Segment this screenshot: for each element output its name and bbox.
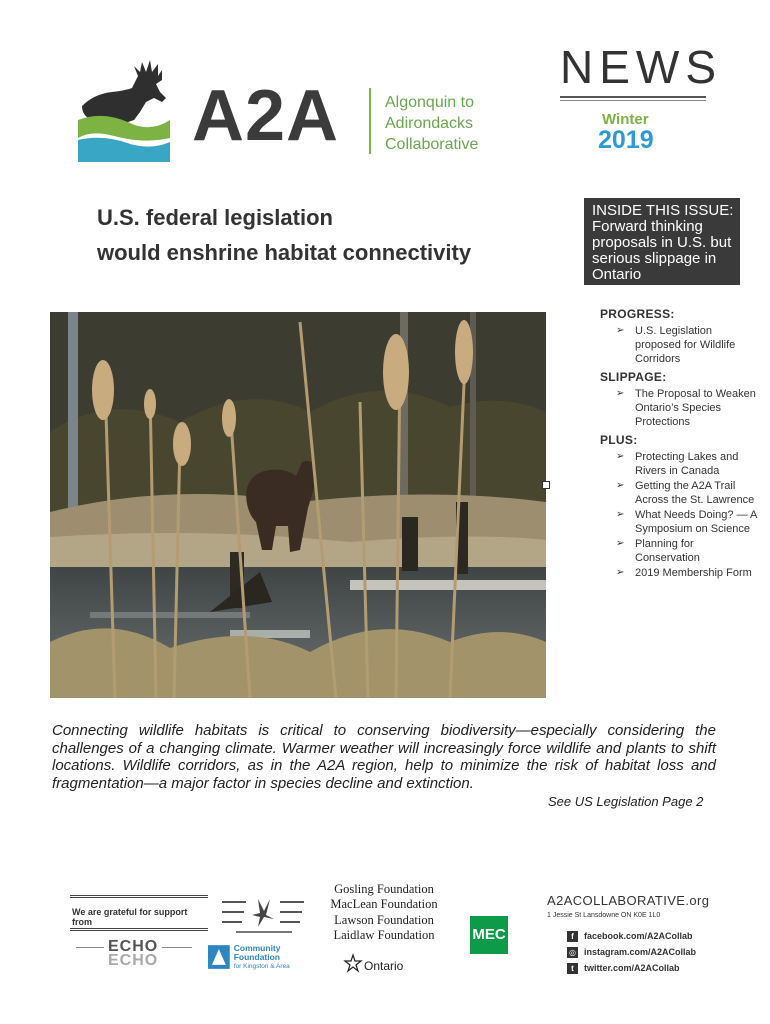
issue-year: 2019 [598,126,654,154]
toc-heading: PLUS: [600,433,638,447]
foundation-list [322,882,446,943]
sponsor-heading: We are grateful for support from [70,895,208,931]
social-link[interactable] [567,947,696,958]
toc-item [600,324,760,366]
social-link[interactable] [567,963,680,974]
table-of-contents [600,303,760,581]
website-link[interactable]: A2ACOLLABORATIVE.org [547,893,710,908]
social-link[interactable] [567,931,693,942]
lead-headline [97,200,557,270]
toc-item-text: Getting the A2A Trail Across the St. Lawrence [635,480,755,506]
community-foundation-icon [208,945,230,969]
community-foundation-sub: for Kingston & Area [233,962,290,970]
toc-heading: SLIPPAGE: [600,370,667,384]
facebook-icon: f [567,931,578,942]
arrow-bullet-icon: ➢ [616,538,625,549]
ontario-logo [343,949,413,973]
social-link-text: facebook.com/A2ACollab [584,931,693,941]
headline-line: would enshrine habitat connectivity [97,240,472,265]
foundation-name: Gosling Foundation [334,882,434,896]
toc-item-text: 2019 Membership Form [635,567,752,579]
community-foundation-logo [208,942,328,972]
newsletter-title: NEWS [560,41,722,93]
mailing-address: 1 Jessie St Lansdowne ON K0E 1L0 [547,912,661,919]
arrow-bullet-icon: ➢ [616,388,625,399]
inside-this-issue-box: INSIDE THIS ISSUE: Forward thinking proposals in U.S. but serious slippage in Ontario [584,198,740,285]
echo-foundation-logo [76,940,196,976]
foundation-name: Laidlaw Foundation [333,927,435,942]
social-link-text: instagram.com/A2ACollab [584,947,697,957]
brand-wordmark: A2A [192,76,340,156]
mec-logo: MEC [470,916,508,954]
arrow-bullet-icon: ➢ [616,480,625,491]
toc-item [600,479,760,507]
toc-item-text: What Needs Doing? — A Symposium on Science [635,509,757,535]
toc-item-text: The Proposal to Weaken Ontario’s Species Protections [635,388,756,428]
toc-item [600,387,760,429]
continued-reference: See US Legislation Page 2 [548,794,704,809]
social-link-text: twitter.com/A2ACollab [584,963,680,973]
echo-wordmark-reflection: ECHO [108,952,159,969]
moose-wetland-photo [50,312,546,698]
toc-item [600,508,760,536]
photo-caption: Connecting wildlife habitats is critical to conserving biodiversity—especially considering the challenges of a changing climate. Warmer weather will increasingly force wildlife and plants to shift locations. Wildlife corridors, as in the A2A region, help to minimize the risk of habitat loss and fragmentation—a major factor in species decline and extinction. [52,722,716,792]
issue-season: Winter [602,111,649,128]
brand-subtitle-line: Adirondacks [385,115,474,132]
ontario-wordmark: Ontario [364,959,404,973]
instagram-icon: ◎ [567,947,578,958]
twitter-icon: t [567,963,578,974]
toc-heading: PROGRESS: [600,307,675,321]
echo-wordmark: ECHO [108,938,159,955]
arrow-bullet-icon: ➢ [616,567,625,578]
title-rule [560,100,706,101]
toc-item [600,450,760,478]
toc-item-text: U.S. Legislation proposed for Wildlife Corridors [635,325,736,365]
brand-subtitle [385,92,478,155]
ontario-trillium-foundation-logo [222,893,306,937]
image-resize-handle[interactable] [542,481,550,489]
brand-subtitle-line: Algonquin to [385,94,474,111]
arrow-bullet-icon: ➢ [616,509,625,520]
headline-line: U.S. federal legislation [97,205,333,230]
trillium-icon [343,953,363,973]
title-rule [560,96,706,98]
brand-subtitle-line: Collaborative [385,136,479,153]
arrow-bullet-icon: ➢ [616,451,625,462]
arrow-bullet-icon: ➢ [616,325,625,336]
community-foundation-name: Community Foundation [233,942,281,962]
toc-item-text: Planning for Conservation [635,538,700,564]
toc-item [600,566,760,580]
foundation-name: Lawson Foundation [334,912,434,927]
brand-divider [369,88,371,154]
foundation-name: MacLean Foundation [330,897,438,912]
a2a-moose-logo [74,58,174,164]
toc-item [600,537,760,565]
toc-item-text: Protecting Lakes and Rivers in Canada [635,451,739,477]
